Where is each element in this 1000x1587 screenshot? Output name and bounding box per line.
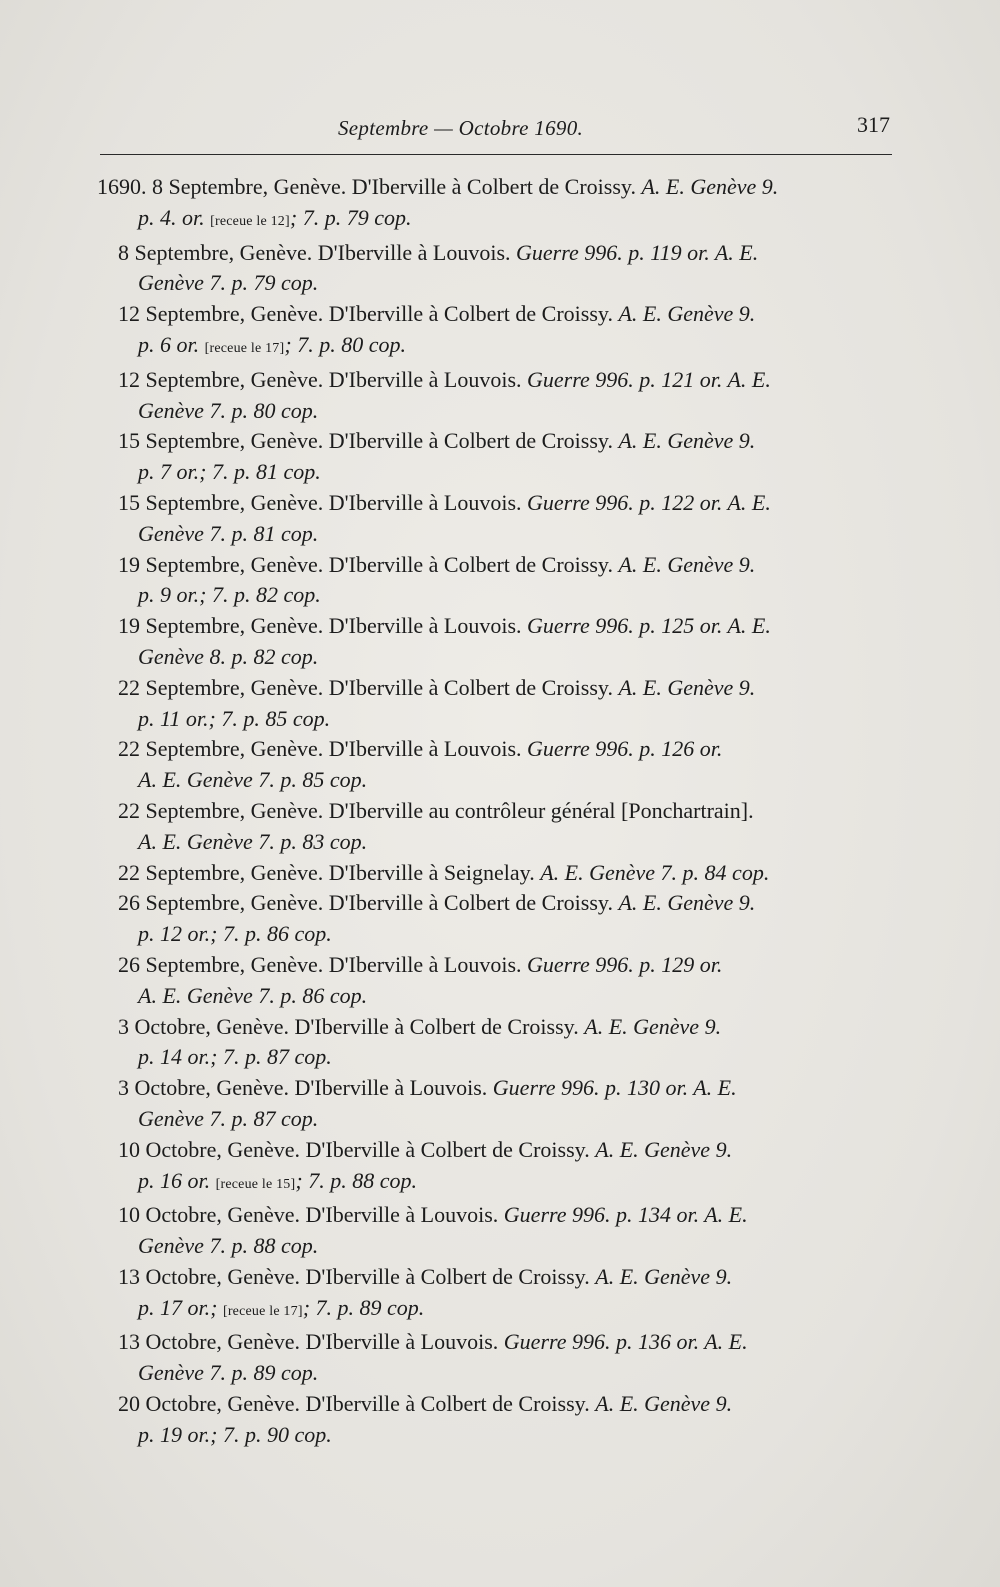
entry-line-1 [118,673,898,704]
entry-line-1 [118,1200,898,1231]
entry-line-2 [118,1042,898,1073]
entry-date: 13 Octobre, Genève. [118,1263,301,1289]
calendar-entry [118,1135,898,1201]
entry-date: 3 Octobre, Genève. [118,1013,290,1039]
calendar-entry [118,950,898,1012]
entry-date: 1690. 8 Septembre, Genève. [97,174,347,199]
calendar-entry [118,673,898,735]
entry-line-2 [118,642,898,673]
entry-text: D'Iberville à Colbert de Croissy. [346,174,642,199]
entry-archive-ref-continued: Genève 7. p. 80 cop. [138,397,319,423]
entry-line-1 [118,611,898,642]
entry-text: D'Iberville à Colbert de Croissy. [323,428,619,454]
entry-line-1 [118,888,898,919]
calendar-entry [118,299,898,365]
entry-archive-ref-continued: p. 7 or.; 7. p. 81 cop. [138,459,321,485]
entry-line-2 [118,1166,898,1201]
entry-line-1 [118,1073,898,1104]
entry-text: D'Iberville à Louvois. [323,613,528,639]
calendar-entry [118,488,898,550]
entry-date: 3 Octobre, Genève. [118,1075,290,1101]
entry-date: 10 Octobre, Genève. [118,1136,301,1162]
calendar-entry [118,888,898,950]
entry-archive-ref: A. E. Genève 9. [618,551,756,577]
entry-date: 26 Septembre, Genève. [118,951,324,977]
calendar-entry [118,611,898,673]
entry-date: 12 Septembre, Genève. [118,366,324,392]
entry-date: 8 Septembre, Genève. [118,239,313,265]
entry-line-1 [118,488,898,519]
entry-archive-ref: A. E. Genève 9. [595,1263,733,1289]
calendar-entry [118,1012,898,1074]
calendar-entry [97,172,898,238]
entry-archive-ref: A. E. Genève 9. [595,1391,733,1417]
entry-archive-ref: Guerre 996. p. 134 or. A. E. [503,1202,748,1228]
entry-copy-ref: ; 7. p. 79 cop. [289,204,412,230]
entry-line-1 [118,1135,898,1166]
entry-archive-ref-continued: p. 16 or. [138,1167,216,1193]
entry-date: 20 Octobre, Genève. [118,1391,301,1417]
entry-archive-ref-continued: A. E. Genève 7. p. 86 cop. [138,982,368,1008]
running-head-title: Septembre — Octobre 1690. [338,116,584,140]
entry-receipt-note: [receue le 15] [215,1176,296,1192]
entry-archive-ref-continued: p. 19 or.; 7. p. 90 cop. [138,1421,332,1447]
entry-line-2 [118,268,898,299]
calendar-entry [118,1200,898,1262]
calendar-entries [97,172,898,1451]
calendar-entry [118,796,898,858]
entry-archive-ref: A. E. Genève 9. [618,674,756,700]
entry-date: 22 Septembre, Genève. [118,736,324,762]
entry-archive-ref: Guerre 996. p. 130 or. A. E. [492,1075,737,1101]
entry-date: 15 Septembre, Genève. [118,428,324,454]
entry-text: D'Iberville à Louvois. [323,736,528,762]
entry-line-2 [118,704,898,735]
entry-line-2 [118,1358,898,1389]
entry-archive-ref-continued: Genève 7. p. 88 cop. [138,1233,319,1259]
entry-text: D'Iberville à Colbert de Croissy. [323,301,619,327]
entry-text: D'Iberville à Colbert de Croissy. [323,890,619,916]
calendar-entry [118,1262,898,1328]
entry-line-1 [118,365,898,396]
entry-date: 13 Octobre, Genève. [118,1329,301,1355]
entry-archive-ref: A. E. Genève 9. [584,1013,722,1039]
entry-date: 22 Septembre, Genève. [118,859,324,885]
entry-line-2 [118,827,898,858]
entry-archive-ref: A. E. Genève 9. [618,301,756,327]
entry-line-2 [118,919,898,950]
entry-archive-ref-continued: Genève 7. p. 81 cop. [138,520,319,546]
calendar-entry [118,1073,898,1135]
entry-date: 19 Septembre, Genève. [118,613,324,639]
entry-receipt-note: [receue le 17] [204,340,285,356]
entry-date: 22 Septembre, Genève. [118,674,324,700]
entry-line-2 [118,1104,898,1135]
entry-copy-ref: ; 7. p. 88 cop. [295,1167,417,1193]
entry-archive-ref-continued: Genève 8. p. 82 cop. [138,643,319,669]
entry-line-2 [118,1293,898,1328]
entry-archive-ref: Guerre 996. p. 129 or. [527,951,723,977]
running-head [100,112,890,146]
entry-date: 10 Octobre, Genève. [118,1202,301,1228]
entry-line-1 [118,1389,898,1420]
entry-archive-ref: Guerre 996. p. 136 or. A. E. [503,1329,748,1355]
entry-archive-ref: Guerre 996. p. 125 or. A. E. [527,613,771,639]
entry-text: D'Iberville à Colbert de Croissy. [300,1136,596,1162]
entry-line-1 [118,950,898,981]
entry-line-1 [118,238,898,269]
entry-line-2 [118,765,898,796]
entry-line-1 [118,734,898,765]
entry-archive-ref: A. E. Genève 9. [641,174,779,199]
entry-archive-ref-continued: A. E. Genève 7. p. 85 cop. [138,767,368,793]
entry-text: D'Iberville à Louvois. [289,1075,493,1101]
entry-text: D'Iberville au contrôleur général [Ponchartrain]. [323,797,754,823]
entry-date: 12 Septembre, Genève. [118,301,324,327]
entry-date: 22 Septembre, Genève. [118,797,324,823]
entry-archive-ref: Guerre 996. p. 126 or. [527,736,723,762]
entry-archive-ref: A. E. Genève 9. [618,428,756,454]
calendar-entry [118,1327,898,1389]
entry-line-2 [118,330,898,365]
entry-archive-ref-continued: A. E. Genève 7. p. 83 cop. [138,828,368,854]
entry-receipt-note: [receue le 17] [222,1303,303,1319]
entry-line-2 [118,1420,898,1451]
entry-text: D'Iberville à Louvois. [312,239,517,265]
entry-text: D'Iberville à Colbert de Croissy. [300,1391,596,1417]
entry-line-2 [118,203,898,238]
entry-archive-ref-continued: p. 4. or. [138,204,211,230]
entry-line-2 [118,457,898,488]
entry-date: 15 Septembre, Genève. [118,489,324,515]
entry-text: D'Iberville à Louvois. [323,951,528,977]
entry-line-1 [118,550,898,581]
calendar-entry [118,550,898,612]
entry-archive-ref: A. E. Genève 9. [595,1136,733,1162]
entry-copy-ref: ; 7. p. 80 cop. [284,331,406,357]
entry-text: D'Iberville à Colbert de Croissy. [289,1013,585,1039]
entry-line-1 [118,299,898,330]
entry-archive-ref: A. E. Genève 9. [618,890,756,916]
entry-date: 19 Septembre, Genève. [118,551,324,577]
entry-text: D'Iberville à Colbert de Croissy. [300,1263,596,1289]
entry-text: D'Iberville à Colbert de Croissy. [323,674,619,700]
entry-text: D'Iberville à Louvois. [300,1202,504,1228]
entry-archive-ref: Guerre 996. p. 119 or. A. E. [516,239,759,265]
entry-line-2 [118,580,898,611]
entry-line-1 [118,1327,898,1358]
entry-line-1 [118,1262,898,1293]
calendar-entry [118,734,898,796]
entry-line-1 [97,172,898,203]
entry-date: 26 Septembre, Genève. [118,890,324,916]
header-rule [100,154,892,155]
entry-archive-ref-continued: Genève 7. p. 79 cop. [138,270,319,296]
entry-text: D'Iberville à Louvois. [323,489,528,515]
entry-archive-ref-continued: Genève 7. p. 89 cop. [138,1360,319,1386]
entry-text: D'Iberville à Louvois. [323,366,528,392]
entry-copy-ref: ; 7. p. 89 cop. [302,1294,425,1320]
calendar-entry [118,858,898,889]
entry-text: D'Iberville à Seignelay. [323,859,541,885]
calendar-entry [118,238,898,300]
entry-archive-ref-continued: p. 6 or. [138,331,205,357]
entry-line-2 [118,519,898,550]
calendar-entry [118,426,898,488]
entry-archive-ref-continued: p. 14 or.; 7. p. 87 cop. [138,1044,332,1070]
entry-archive-ref-continued: p. 9 or.; 7. p. 82 cop. [138,582,321,608]
entry-line-1 [118,796,898,827]
entry-line-1 [118,1012,898,1043]
entry-archive-ref-continued: p. 12 or.; 7. p. 86 cop. [138,921,332,947]
entry-line-2 [118,1231,898,1262]
entry-archive-ref: Guerre 996. p. 121 or. A. E. [527,366,771,392]
entry-archive-ref-continued: Genève 7. p. 87 cop. [138,1105,319,1131]
calendar-entry [118,1389,898,1451]
entry-line-1 [118,426,898,457]
calendar-entry [118,365,898,427]
entry-text: D'Iberville à Colbert de Croissy. [323,551,619,577]
page-number: 317 [857,112,890,137]
entry-line-2 [118,396,898,427]
entry-receipt-note: [receue le 12] [210,213,290,229]
entry-archive-ref-continued: p. 11 or.; 7. p. 85 cop. [138,705,331,731]
entry-line-1 [118,858,898,889]
entry-line-2 [118,981,898,1012]
entry-archive-ref: A. E. Genève 7. p. 84 cop. [540,859,770,885]
entry-archive-ref-continued: p. 17 or.; [138,1294,223,1320]
entry-text: D'Iberville à Louvois. [300,1329,504,1355]
entry-archive-ref: Guerre 996. p. 122 or. A. E. [527,489,771,515]
